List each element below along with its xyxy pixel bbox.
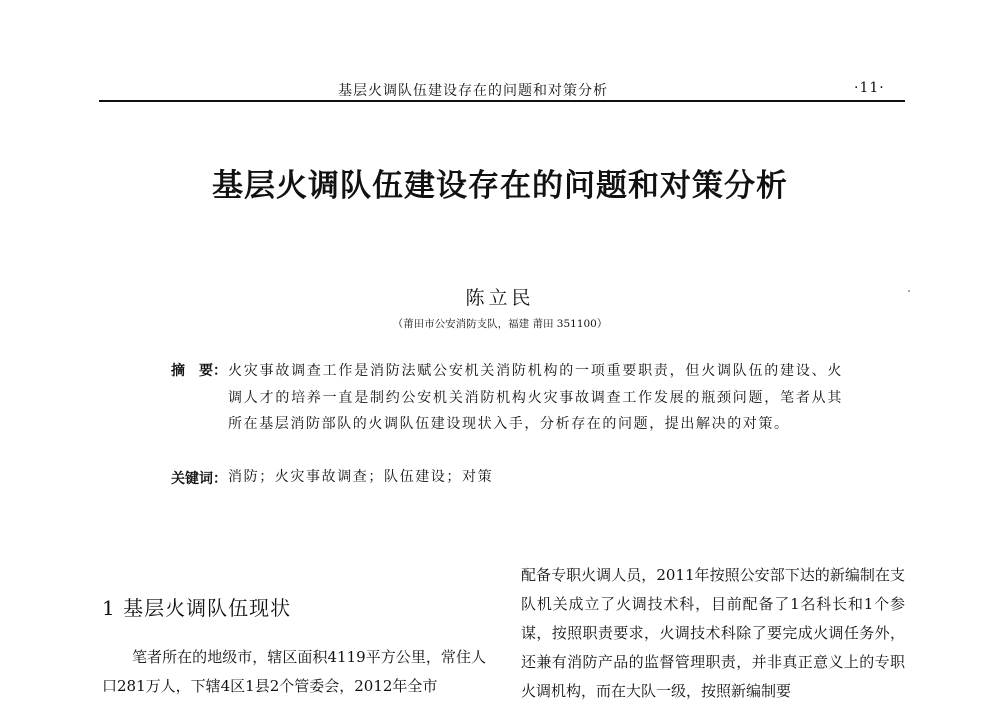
keywords-label: 关键词： bbox=[171, 471, 227, 487]
abstract-text: 火灾事故调查工作是消防法赋公安机关消防机构的一项重要职责，但火调队伍的建设、火调人才的培养一直是制约公安机关消防机构火灾事故调查工作发展的瓶颈问题，笔者从其所在基层消防部队的火调队伍建设现状入手，分析存在的问题，提出解决的对策。 bbox=[228, 363, 843, 432]
scan-speck bbox=[908, 290, 910, 292]
page-number: ·11· bbox=[854, 80, 885, 96]
running-title: 基层火调队伍建设存在的问题和对策分析 bbox=[338, 83, 608, 99]
section-heading: 1 基层火调队伍现状 bbox=[102, 596, 292, 620]
author-name: 陈立民 bbox=[465, 287, 535, 309]
header-rule bbox=[99, 100, 905, 102]
article-title: 基层火调队伍建设存在的问题和对策分析 bbox=[212, 168, 788, 204]
author-affiliation: （莆田市公安消防支队，福建 莆田 351100） bbox=[392, 318, 608, 330]
abstract-label: 摘 要： bbox=[171, 363, 227, 379]
running-head bbox=[0, 80, 1000, 100]
right-column-body: 配备专职火调人员，2011年按照公安部下达的新编制在支队机关成立了火调技术科，目前配备了1名科长和1个参谋，按照职责要求，火调技术科除了要完成火调任务外，还兼有消防产品的监督管理职责，并非真正意义上的专职火调机构，而在大队一级，按照新编制要 bbox=[521, 566, 905, 700]
keywords-text: 消防；火灾事故调查；队伍建设；对策 bbox=[228, 469, 494, 485]
left-column-body: 笔者所在的地级市，辖区面积4119平方公里，常住人口281万人，下辖4区1县2个管委会，2012年全市 bbox=[102, 648, 486, 695]
